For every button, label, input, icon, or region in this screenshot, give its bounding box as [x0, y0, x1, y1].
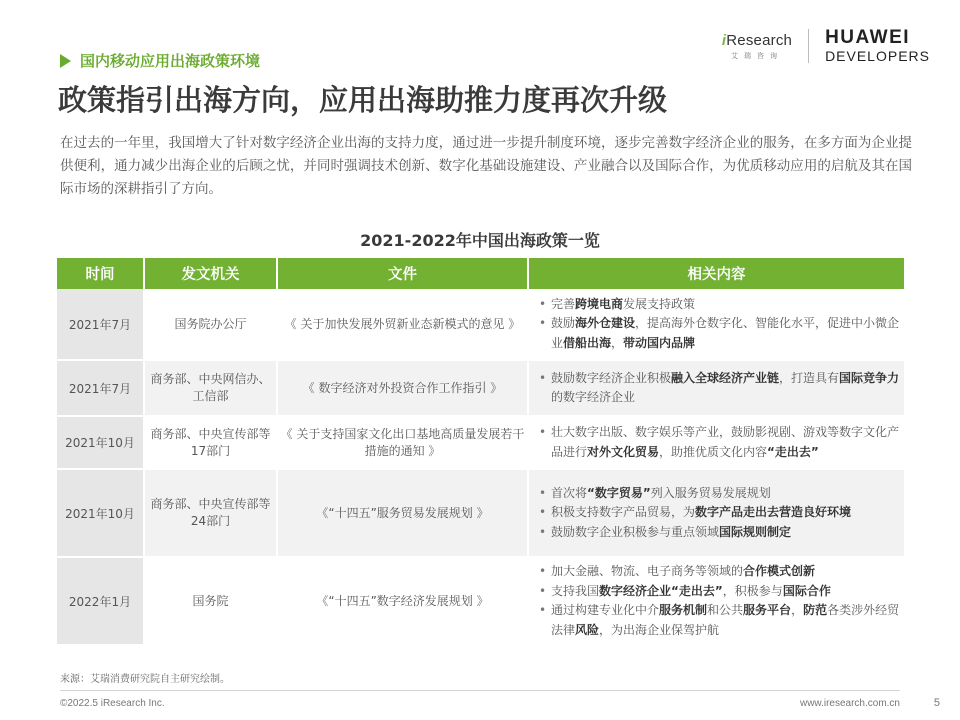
- content-bullet: [537, 295, 900, 315]
- row-agency: 国务院: [144, 557, 277, 645]
- content-bullet: [537, 484, 900, 504]
- content-bullet: [537, 503, 900, 523]
- huawei-developers-logo: [825, 28, 930, 64]
- bullet-text: ，: [611, 335, 624, 350]
- bullet-text: 鼓励: [551, 316, 576, 331]
- header-agency: 发文机关: [144, 258, 277, 289]
- row-content: [528, 416, 904, 469]
- row-content: [528, 469, 904, 557]
- website-link[interactable]: www.iresearch.com.cn: [799, 698, 900, 709]
- table-row: [57, 416, 904, 469]
- row-document: 《“十四五”服务贸易发展规划 》: [277, 469, 528, 557]
- row-document: 《 关于加快发展外贸新业态新模式的意见 》: [277, 289, 528, 360]
- bullet-text: ，提高海外仓数字化、智能化水平，促进中小微企业: [551, 316, 900, 350]
- bullet-text: 列入服务贸易发展规划: [650, 485, 771, 500]
- bullet-text: 支持我国: [551, 583, 600, 598]
- huawei-logo-line1: HUAWEI: [825, 27, 911, 48]
- bullet-bold-text: 数字经济企业“走出去”: [599, 583, 723, 598]
- content-bullet: [537, 523, 900, 543]
- logo-area: [722, 28, 930, 64]
- row-agency: 商务部、中央网信办、工信部: [144, 360, 277, 416]
- bullet-bold-text: 海外仓建设: [575, 316, 636, 331]
- section-tag: [60, 50, 260, 71]
- bullet-text: 的数字经济企业: [551, 390, 636, 404]
- row-time: 2021年7月: [57, 360, 144, 416]
- row-document: 《 关于支持国家文化出口基地高质量发展若干措施的通知 》: [277, 416, 528, 469]
- row-time: 2021年7月: [57, 289, 144, 360]
- page-title: 政策指引出海方向，应用出海助推力度再次升级: [58, 83, 668, 117]
- bullet-bold-text: “数字贸易”: [587, 485, 651, 500]
- content-bullet: [537, 562, 900, 582]
- row-content: [528, 557, 904, 645]
- bullet-bold-text: 防范: [803, 603, 828, 617]
- bullet-text: ，助推优质文化内容: [659, 444, 768, 459]
- row-agency: 商务部、中央宣传部等24部门: [144, 469, 277, 557]
- bullet-bold-text: 跨境电商: [575, 296, 624, 311]
- logo-divider: [808, 29, 809, 63]
- bullet-bold-text: 合作模式创新: [743, 564, 816, 578]
- footer-divider: [60, 690, 900, 691]
- table-header-row: [57, 258, 904, 289]
- iresearch-logo-text: Research: [726, 31, 793, 49]
- content-bullet: [537, 582, 900, 602]
- content-bullet: [537, 369, 900, 408]
- row-time: 2021年10月: [57, 469, 144, 557]
- bullet-bold-text: 带动国内品牌: [623, 335, 696, 350]
- content-bullet: [537, 314, 900, 353]
- bullet-text: ，打造具有: [779, 370, 840, 385]
- triangle-bullet-icon: [60, 54, 71, 68]
- bullet-text: ，: [791, 603, 804, 617]
- row-agency: 国务院办公厅: [144, 289, 277, 360]
- bullet-bold-text: 对外文化贸易: [587, 444, 660, 459]
- table-row: [57, 360, 904, 416]
- page-number: 5: [933, 697, 940, 709]
- header-document: 文件: [277, 258, 528, 289]
- copyright: ©2022.5 iResearch Inc.: [60, 698, 165, 709]
- iresearch-logo-subtitle: 艾瑞咨询: [730, 51, 783, 60]
- section-tag-label: 国内移动应用出海政策环境: [80, 52, 261, 70]
- table-row: [57, 289, 904, 360]
- bullet-text: 壮大数字出版、数字娱乐等产业，鼓励影视剧、游戏等数字文化产品进行: [551, 425, 900, 459]
- bullet-bold-text: 服务机制: [659, 603, 708, 617]
- row-time: 2021年10月: [57, 416, 144, 469]
- intro-paragraph: 在过去的一年里，我国增大了针对数字经济企业出海的支持力度，通过进一步提升制度环境，逐步完善数字经济企业的服务，在多方面为企业提供便利，通力减少出海企业的后顾之忧，并同时强调技术创新、数字化基础设施建设、产业融合以及国际合作，为优质移动应用的启航及其在国际市场的深耕指引了方向。: [60, 135, 912, 197]
- header-time: 时间: [57, 258, 144, 289]
- table-row: [57, 469, 904, 557]
- iresearch-logo: [722, 32, 792, 61]
- policy-table: [57, 258, 904, 646]
- bullet-text: 和公共: [707, 603, 744, 617]
- row-content: [528, 289, 904, 360]
- bullet-text: 通过构建专业化中介: [551, 603, 660, 617]
- bullet-bold-text: 国际合作: [782, 583, 831, 598]
- row-agency: 商务部、中央宣传部等17部门: [144, 416, 277, 469]
- bullet-bold-text: 融入全球经济产业链: [671, 370, 780, 385]
- bullet-text: 发展支持政策: [623, 296, 696, 311]
- bullet-bold-text: 服务平台: [743, 603, 792, 617]
- bullet-bold-text: 国际竞争力: [839, 370, 900, 385]
- source-note: 来源：艾瑞消费研究院自主研究绘制。: [60, 674, 230, 685]
- row-document: 《 数字经济对外投资合作工作指引 》: [277, 360, 528, 416]
- bullet-bold-text: 国际规则制定: [719, 524, 792, 539]
- bullet-text: ，积极参与: [722, 583, 783, 598]
- bullet-bold-text: “走出去”: [767, 444, 819, 459]
- bullet-text: ，为出海企业保驾护航: [599, 622, 720, 637]
- bullet-text: 首次将: [551, 485, 588, 500]
- bullet-text: 鼓励数字企业积极参与重点领域: [551, 524, 720, 539]
- table-row: [57, 557, 904, 645]
- bullet-text: 鼓励数字经济企业积极: [551, 370, 672, 385]
- bullet-text: 积极支持数字产品贸易，为: [551, 505, 696, 520]
- bullet-bold-text: 借船出海: [563, 335, 612, 350]
- content-bullet: [537, 601, 900, 640]
- bullet-bold-text: 风险: [575, 622, 600, 637]
- table-title: 2021-2022年中国出海政策一览: [360, 231, 600, 250]
- iresearch-logo-i: i: [721, 31, 727, 49]
- bullet-bold-text: 数字产品走出去营造良好环境: [695, 505, 852, 520]
- bullet-text: 各类涉外经贸法律: [551, 603, 900, 637]
- row-time: 2022年1月: [57, 557, 144, 645]
- content-bullet: [537, 423, 900, 462]
- bullet-text: 完善: [551, 296, 576, 311]
- row-content: [528, 360, 904, 416]
- bullet-text: 加大金融、物流、电子商务等领域的: [551, 564, 744, 578]
- header-content: 相关内容: [528, 258, 904, 289]
- row-document: 《“十四五”数字经济发展规划 》: [277, 557, 528, 645]
- huawei-logo-line2: DEVELOPERS: [825, 48, 930, 64]
